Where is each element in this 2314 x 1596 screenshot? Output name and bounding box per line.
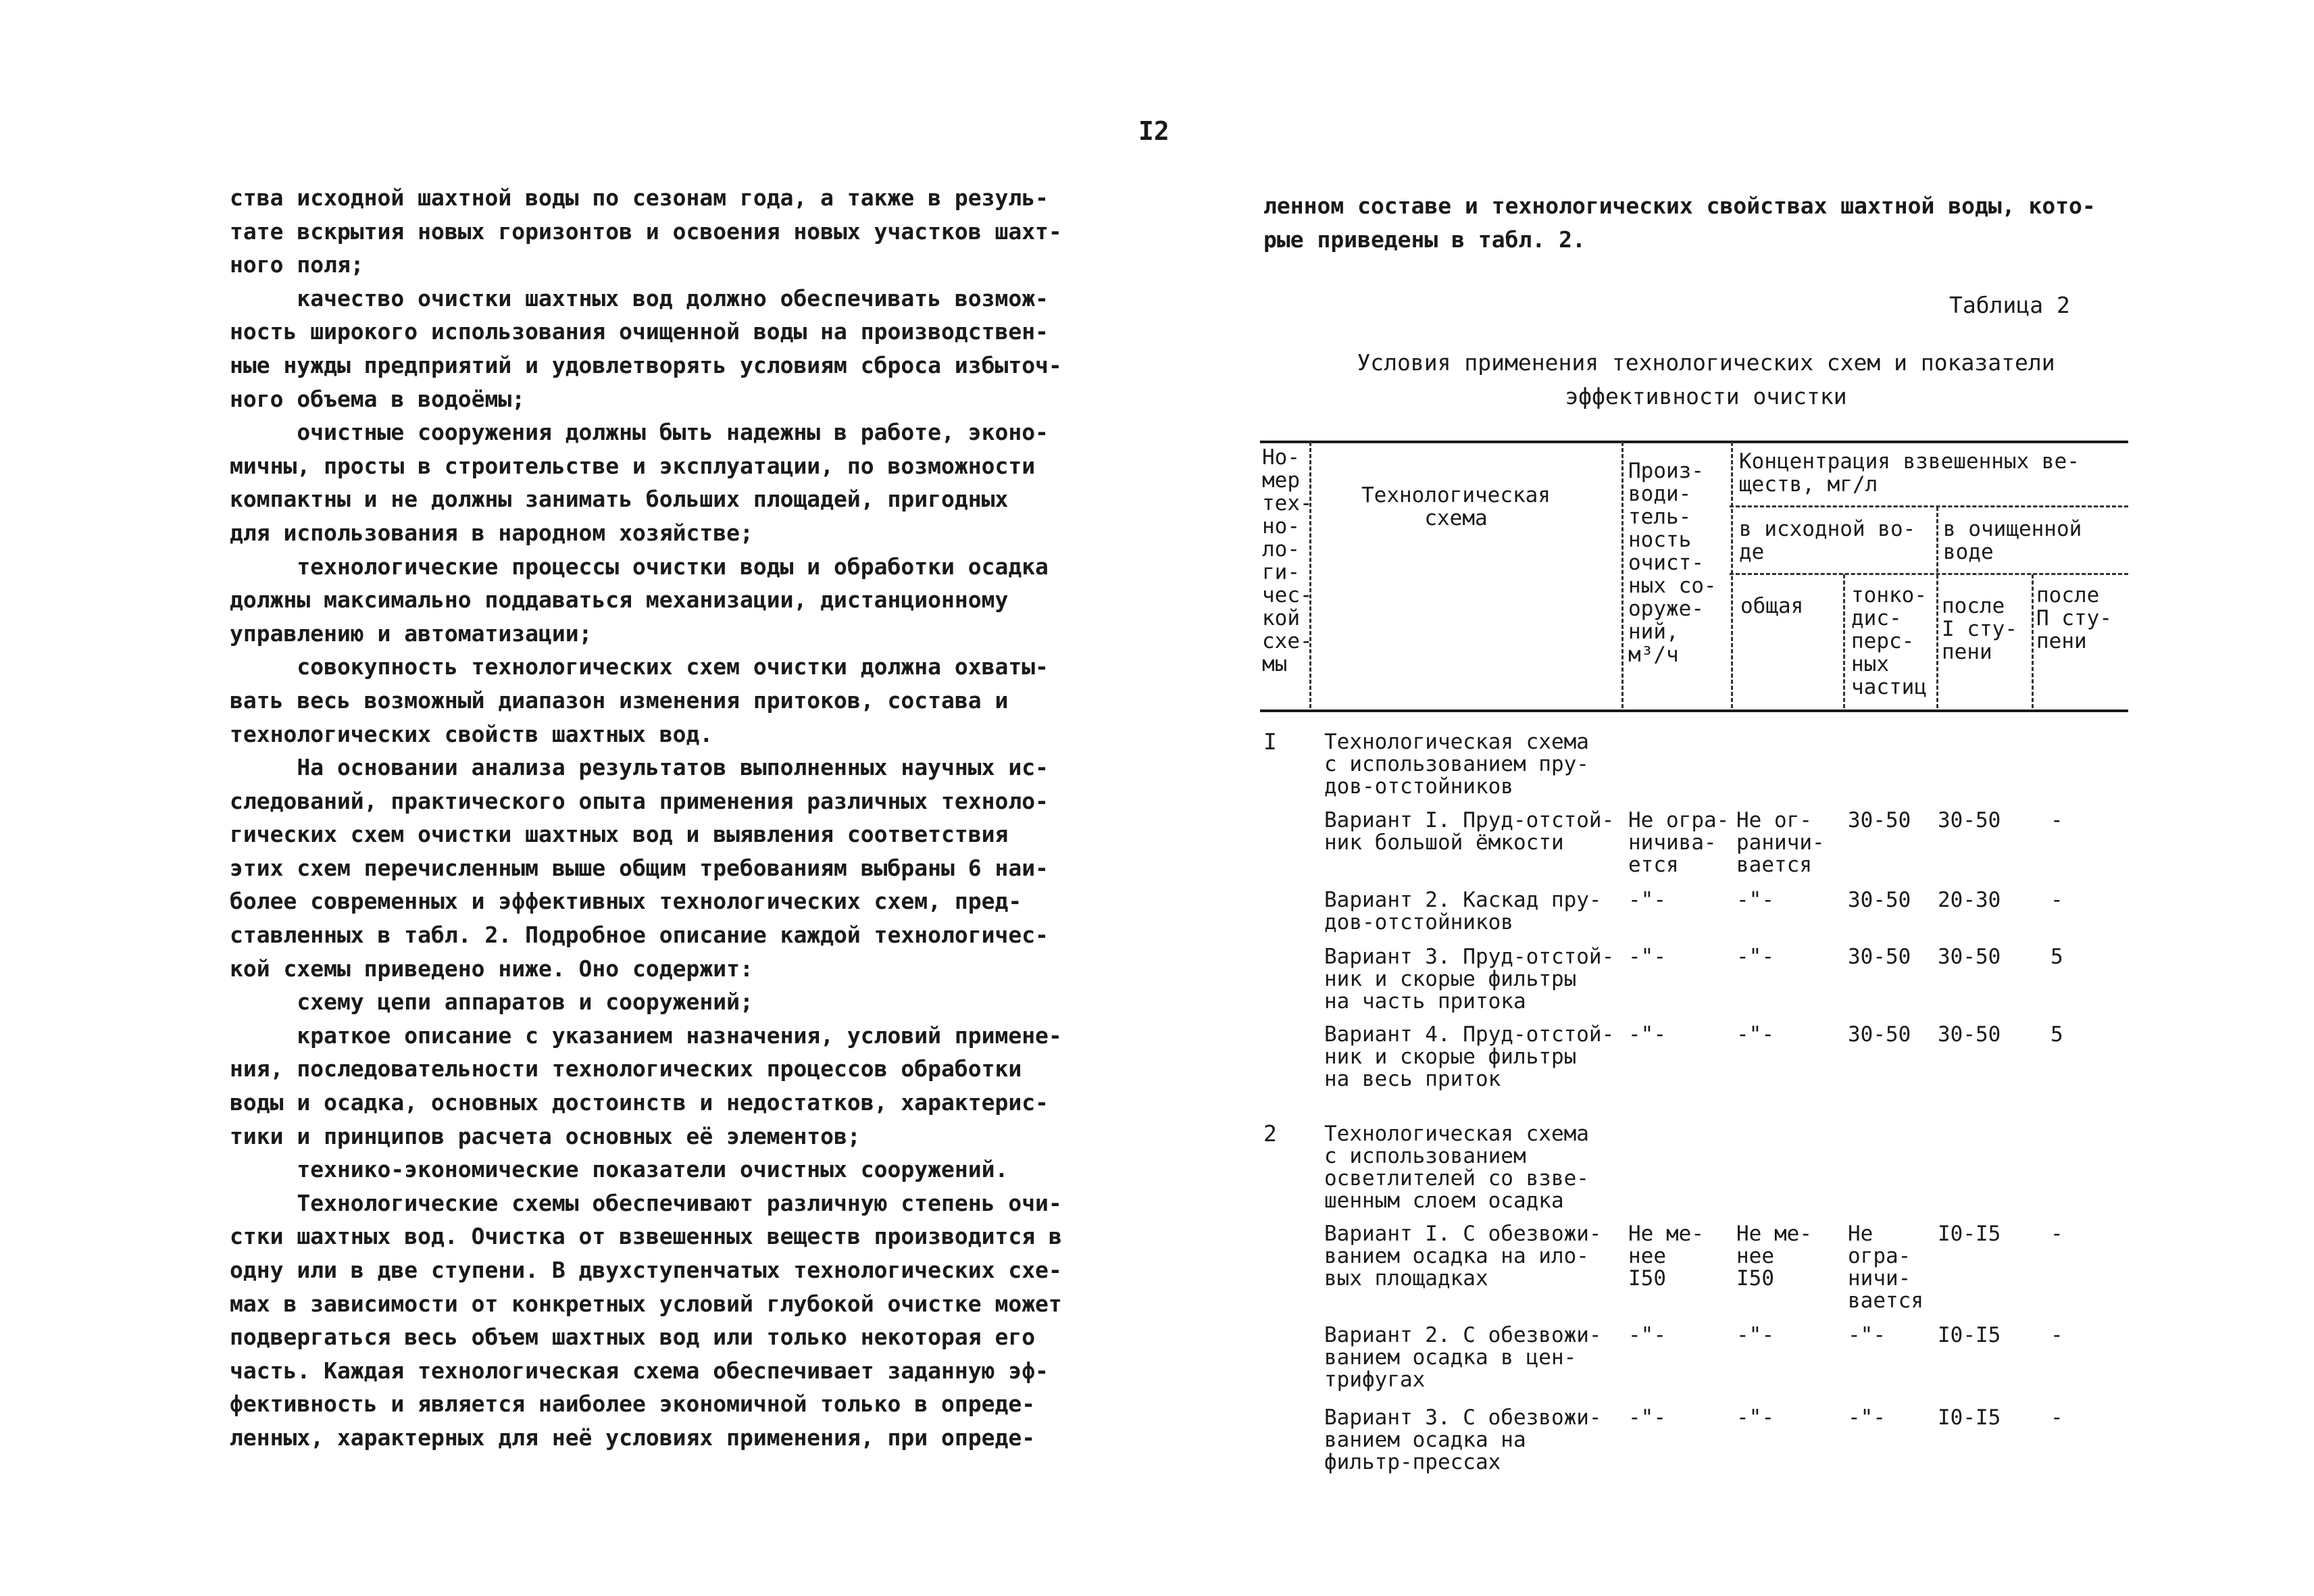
variant-name — [1324, 1407, 1602, 1474]
variant-fine — [1848, 809, 1911, 832]
header-line: де — [1739, 540, 1765, 564]
variant-stage1: 20-30 — [1938, 888, 2001, 912]
variant-fine — [1848, 1024, 1911, 1046]
header-line: очист- — [1628, 551, 1704, 575]
variant-fine-line: ничи- — [1848, 1266, 1911, 1291]
text-line: совокупность технологических схем очистки должна охваты- — [230, 653, 1049, 680]
variant-capacity-line: I50 — [1628, 1266, 1666, 1291]
variant-name-line: Вариант 4. Пруд-отстой- — [1324, 1022, 1615, 1047]
variant-capacity — [1628, 946, 1666, 968]
variant-fine-line: -"- — [1848, 1323, 1886, 1347]
scheme-title-line: с использованием пру- — [1324, 752, 1589, 776]
variant-fine-line: 30-50 — [1848, 808, 1911, 832]
text-line: воды и осадка, основных достоинств и недостатков, характерис- — [230, 1089, 1049, 1116]
variant-capacity-line: ется — [1628, 853, 1679, 877]
variant-capacity-line: -"- — [1628, 1405, 1666, 1430]
text-line: компактны и не должны занимать больших площадей, пригодных — [230, 486, 1009, 513]
variant-name-line: ник и скорые фильтры — [1324, 1045, 1577, 1069]
scheme-title-line: дов-отстойников — [1324, 774, 1513, 799]
header-line: оруже- — [1628, 597, 1704, 621]
variant-total-line: Не ме- — [1736, 1222, 1812, 1246]
header-line: пени — [2036, 629, 2087, 653]
text-line: Технологические схемы обеспечивают различную степень очи- — [230, 1189, 1062, 1216]
scheme-title-line: Технологическая схема — [1324, 730, 1589, 754]
variant-name-line: на весь приток — [1324, 1067, 1501, 1091]
header-rule-concentration — [1730, 505, 2128, 507]
variant-fine-line: 30-50 — [1848, 1022, 1911, 1047]
scheme-number: 2 — [1263, 1120, 1277, 1147]
table-title-line: эффективности очистки — [1565, 383, 1847, 409]
text-line: качество очистки шахтных вод должно обеспечивать возмож- — [230, 284, 1049, 311]
variant-capacity — [1628, 809, 1729, 876]
header-divider-3 — [1731, 442, 1733, 708]
variant-capacity-line: -"- — [1628, 1022, 1666, 1047]
variant-fine-line: 30-50 — [1848, 945, 1911, 969]
variant-name — [1324, 1024, 1614, 1091]
header-after-stage-1 — [1942, 595, 2017, 664]
text-line: ства исходной шахтной воды по сезонам года, а также в резуль- — [230, 184, 1049, 211]
text-line: стки шахтных вод. Очистка от взвешенных веществ производится в — [230, 1223, 1062, 1250]
variant-total-line: -"- — [1736, 1022, 1774, 1047]
variant-name-line: Вариант 2. Каскад пру- — [1324, 888, 1602, 912]
header-line: ных — [1851, 652, 1889, 676]
header-line: I сту- — [1942, 617, 2017, 641]
variant-stage2: 5 — [2051, 945, 2063, 969]
variant-total-line: Не ог- — [1736, 808, 1812, 832]
header-line: в очищенной — [1943, 517, 2082, 541]
variant-stage1: I0-I5 — [1938, 1405, 2001, 1430]
text-line: должны максимально поддаваться механизации, дистанционному — [230, 587, 1009, 614]
header-rule-subgroups — [1730, 573, 2128, 575]
header-line: ний, — [1628, 620, 1679, 644]
variant-fine — [1848, 946, 1911, 968]
text-line: для использования в народном хозяйстве; — [230, 519, 753, 546]
variant-total-line: -"- — [1736, 888, 1774, 912]
variant-capacity-line: -"- — [1628, 888, 1666, 912]
variant-total — [1736, 1407, 1774, 1429]
text-line: управлению и автоматизации; — [230, 620, 593, 647]
header-after-stage-2 — [2036, 584, 2112, 653]
text-line: мичны, просты в строительстве и эксплуатации, по возможности — [230, 452, 1036, 479]
header-top-rule — [1260, 441, 2128, 443]
variant-capacity — [1628, 1407, 1666, 1429]
variant-capacity-line: -"- — [1628, 1323, 1666, 1347]
text-line: тате вскрытия новых горизонтов и освоения новых участков шахт- — [230, 218, 1062, 245]
text-line: этих схем перечисленным выше общим требованиям выбраны 6 наи- — [230, 854, 1049, 881]
variant-name-line: ванием осадка на — [1324, 1428, 1526, 1452]
header-divider-6 — [2032, 574, 2034, 708]
scheme-title-line: с использованием — [1324, 1144, 1526, 1168]
variant-fine — [1848, 889, 1911, 912]
header-line: схема — [1424, 506, 1488, 530]
scheme-title — [1324, 1123, 1589, 1212]
variant-total — [1736, 1324, 1774, 1347]
scheme-title-line: Технологическая схема — [1324, 1122, 1589, 1146]
variant-total — [1736, 946, 1774, 968]
header-line: Технологическая — [1361, 483, 1551, 507]
header-line: ло- — [1262, 537, 1300, 562]
variant-name-line: дов-отстойников — [1324, 910, 1513, 934]
header-line: Но- — [1262, 445, 1300, 470]
variant-total-line: -"- — [1736, 945, 1774, 969]
header-line: м³/ч — [1628, 643, 1679, 667]
text-line: ного поля; — [230, 251, 364, 278]
text-line: ность широкого использования очищенной воды на производствен- — [230, 318, 1049, 345]
header-line: тель- — [1628, 505, 1692, 529]
variant-capacity-line: Не ме- — [1628, 1222, 1704, 1246]
header-line: мы — [1262, 652, 1288, 676]
text-line: одну или в две ступени. В двухступенчатых технологических схе- — [230, 1257, 1062, 1283]
header-line: схе- — [1262, 629, 1313, 653]
variant-fine-line: -"- — [1848, 1405, 1886, 1430]
variant-capacity — [1628, 1223, 1704, 1290]
header-line: мер — [1262, 468, 1300, 493]
variant-total — [1736, 1024, 1774, 1046]
variant-capacity-line: -"- — [1628, 945, 1666, 969]
text-line: часть. Каждая технологическая схема обеспечивает заданную эф- — [230, 1357, 1049, 1384]
variant-stage1: I0-I5 — [1938, 1323, 2001, 1347]
variant-stage1: 30-50 — [1938, 945, 2001, 969]
header-capacity — [1628, 459, 1717, 666]
header-bottom-rule — [1260, 709, 2128, 712]
scheme-title-line: осветлителей со взве- — [1324, 1166, 1589, 1191]
variant-capacity — [1628, 1024, 1666, 1046]
variant-total-line: I50 — [1736, 1266, 1774, 1291]
variant-capacity-line: нее — [1628, 1244, 1666, 1268]
text-line: ные нужды предприятий и удовлетворять условиям сброса избыточ- — [230, 351, 1062, 378]
header-line: ных со- — [1628, 574, 1717, 598]
text-line: мах в зависимости от конкретных условий глубокой очистке может — [230, 1290, 1062, 1317]
header-source-water — [1739, 518, 1915, 564]
variant-total-line: раничи- — [1736, 830, 1825, 855]
header-line: П сту- — [2036, 606, 2112, 630]
text-line: ленных, характерных для неё условиях применения, при опреде- — [230, 1424, 1036, 1451]
header-line: после — [1942, 594, 2005, 618]
variant-name-line: Вариант I. С обезвожи- — [1324, 1222, 1602, 1246]
variant-name-line: ванием осадка в цен- — [1324, 1345, 1577, 1370]
header-technological-scheme — [1344, 484, 1567, 530]
variant-total-line: вается — [1736, 853, 1812, 877]
header-line: пени — [1942, 640, 1992, 664]
table-title-line: Условия применения технологических схем и показатели — [1357, 349, 2055, 376]
text-line: краткое описание с указанием назначения, условий примене- — [230, 1022, 1062, 1049]
header-line: чес- — [1262, 583, 1313, 607]
table-title — [1257, 346, 2155, 414]
variant-name-line: вых площадках — [1324, 1266, 1488, 1291]
header-line: Произ- — [1628, 459, 1704, 483]
variant-name-line: на часть притока — [1324, 989, 1526, 1014]
variant-name — [1324, 1223, 1602, 1290]
variant-stage1: 30-50 — [1938, 808, 2001, 832]
variant-capacity — [1628, 1324, 1666, 1347]
header-divider-2 — [1621, 442, 1624, 708]
header-scheme-number — [1262, 446, 1313, 676]
text-line: технологические процессы очистки воды и обработки осадка — [230, 553, 1049, 580]
variant-name — [1324, 809, 1614, 854]
header-line: но- — [1262, 514, 1300, 539]
variant-total — [1736, 809, 1825, 876]
variant-capacity-line: ничива- — [1628, 830, 1717, 855]
variant-total-line: -"- — [1736, 1405, 1774, 1430]
variant-name-line: Вариант I. Пруд-отстой- — [1324, 808, 1615, 832]
header-line: воде — [1943, 540, 1994, 564]
header-line: тонко- — [1851, 583, 1927, 607]
header-line: води- — [1628, 482, 1692, 506]
variant-name-line: Вариант 3. С обезвожи- — [1324, 1405, 1602, 1430]
variant-name — [1324, 946, 1614, 1013]
scheme-title-line: шенным слоем осадка — [1324, 1189, 1564, 1213]
variant-stage2: - — [2051, 888, 2063, 912]
variant-name-line: Вариант 2. С обезвожи- — [1324, 1323, 1602, 1347]
text-line: следований, практического опыта применения различных техноло- — [230, 787, 1049, 814]
header-line: общая — [1740, 594, 1804, 618]
variant-fine — [1848, 1407, 1886, 1429]
right-intro-text — [1263, 189, 2128, 257]
header-line: перс- — [1851, 629, 1915, 653]
variant-fine-line: вается — [1848, 1289, 1923, 1313]
header-line: частиц — [1851, 675, 1927, 699]
variant-total-line: нее — [1736, 1244, 1774, 1268]
variant-fine-line: Не — [1848, 1222, 1873, 1246]
text-line: кой схемы приведено ниже. Оно содержит: — [230, 955, 753, 982]
header-total — [1740, 595, 1803, 618]
variant-stage2: 5 — [2051, 1022, 2063, 1047]
header-divider-4 — [1843, 574, 1845, 708]
scheme-number: I — [1263, 728, 1277, 755]
table-number-label: Таблица 2 — [1949, 292, 2070, 318]
text-line: ния, последовательности технологических процессов обработки — [230, 1055, 1022, 1082]
left-text-column — [230, 181, 1088, 1455]
variant-total — [1736, 1223, 1812, 1290]
text-line: рые приведены в табл. 2. — [1263, 226, 1586, 253]
header-fine-particles — [1851, 584, 1927, 699]
text-line: схему цепи аппаратов и сооружений; — [230, 989, 753, 1016]
variant-name — [1324, 1324, 1602, 1391]
text-line: гических схем очистки шахтных вод и выявления соответствия — [230, 821, 1009, 848]
header-line: Концентрация взвешенных ве- — [1739, 449, 2080, 474]
variant-total-line: -"- — [1736, 1323, 1774, 1347]
variant-fine — [1848, 1324, 1886, 1347]
variant-name-line: ник большой ёмкости — [1324, 830, 1564, 855]
header-line: кой — [1262, 606, 1300, 630]
variant-stage2: - — [2051, 808, 2063, 832]
scheme-title — [1324, 731, 1589, 798]
text-line: ного объема в водоёмы; — [230, 385, 526, 412]
variant-name-line: ванием осадка на ило- — [1324, 1244, 1589, 1268]
text-line: фективность и является наиболее экономичной только в опреде- — [230, 1391, 1036, 1418]
page-number: I2 — [1138, 116, 1169, 146]
variant-fine — [1848, 1223, 1923, 1312]
variant-stage2: - — [2051, 1323, 2063, 1347]
header-concentration — [1739, 450, 2080, 496]
variant-name-line: трифугах — [1324, 1368, 1426, 1392]
variant-fine-line: огра- — [1848, 1244, 1911, 1268]
header-divider-5 — [1936, 507, 1938, 708]
variant-name — [1324, 889, 1602, 934]
variant-stage1: I0-I5 — [1938, 1222, 2001, 1246]
header-line: ществ, мг/л — [1739, 472, 1878, 497]
text-line: вать весь возможный диапазон изменения притоков, состава и — [230, 687, 1009, 714]
text-line: ленном составе и технологических свойствах шахтной воды, кото- — [1263, 193, 2096, 219]
text-line: более современных и эффективных технологических схем, пред- — [230, 888, 1022, 915]
header-line: в исходной во- — [1739, 517, 1916, 541]
header-treated-water — [1943, 518, 2082, 564]
text-line: подвергаться весь объем шахтных вод или только некоторая его — [230, 1324, 1036, 1351]
variant-capacity — [1628, 889, 1666, 912]
variant-name-line: Вариант 3. Пруд-отстой- — [1324, 945, 1615, 969]
variant-stage1: 30-50 — [1938, 1022, 2001, 1047]
variant-stage2: - — [2051, 1405, 2063, 1430]
text-line: На основании анализа результатов выполненных научных ис- — [230, 754, 1049, 781]
text-line: технологических свойств шахтных вод. — [230, 720, 713, 747]
text-line: ставленных в табл. 2. Подробное описание каждой технологичес- — [230, 922, 1049, 949]
header-line: дис- — [1851, 606, 1902, 630]
variant-fine-line: 30-50 — [1848, 888, 1911, 912]
text-line: технико-экономические показатели очистных сооружений. — [230, 1156, 1009, 1183]
variant-name-line: ник и скорые фильтры — [1324, 967, 1577, 991]
text-line: тики и принципов расчета основных её элементов; — [230, 1122, 861, 1149]
variant-total — [1736, 889, 1774, 912]
text-line: очистные сооружения должны быть надежны в работе, эконо- — [230, 419, 1049, 446]
header-line: тех- — [1262, 491, 1313, 516]
variant-stage2: - — [2051, 1222, 2063, 1246]
variant-name-line: фильтр-прессах — [1324, 1450, 1501, 1474]
header-line: после — [2036, 583, 2100, 607]
header-line: ги- — [1262, 560, 1300, 584]
variant-capacity-line: Не огра- — [1628, 808, 1730, 832]
header-line: ность — [1628, 528, 1692, 552]
